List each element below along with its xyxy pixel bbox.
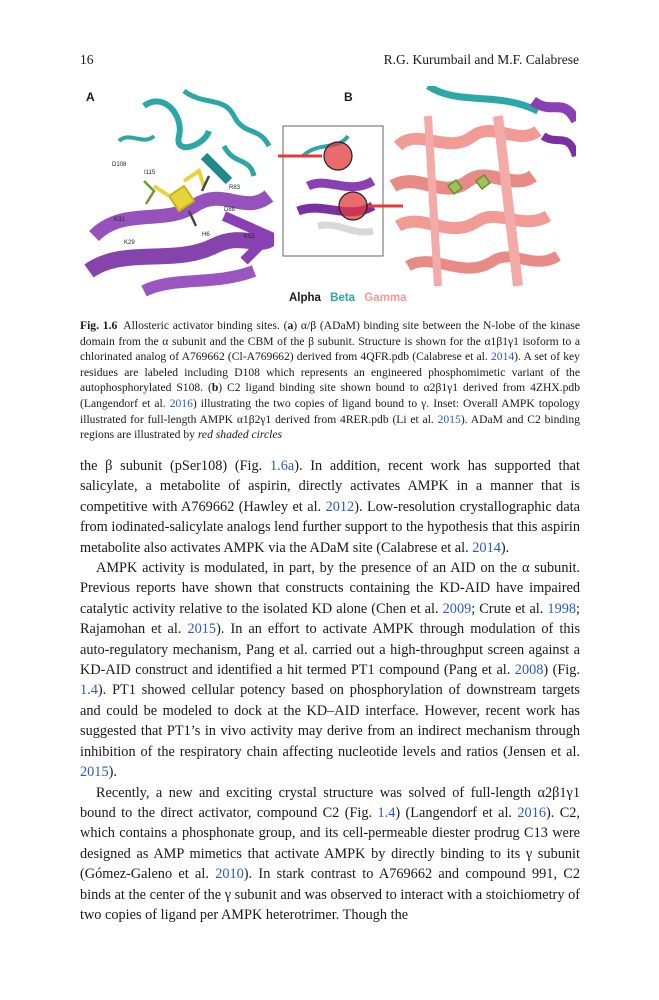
citation-link[interactable]: 2015 — [437, 412, 461, 426]
citation-link[interactable]: 2016 — [517, 804, 546, 821]
caption-text: ). A set of key residues are labeled including D108 which represents an engineered phosphomimetic variant of the autophosphorylated S108. ( — [80, 350, 580, 395]
caption-panel-a-ref: a — [287, 319, 294, 332]
figure-caption — [80, 318, 580, 443]
legend-alpha: Alpha — [289, 292, 321, 304]
panel-b-letter: B — [344, 90, 353, 104]
panel-a-letter: A — [86, 90, 95, 104]
panel-a-structure — [84, 86, 274, 301]
running-authors: R.G. Kurumbail and M.F. Calabrese — [383, 52, 579, 67]
caption-text: ) illustrating the two copies of ligand bound to γ. Inset: Overall AMPK topology illustrated for full-length AMPK α1β2γ1 derived from 4RER.pdb (Li et al. — [80, 396, 580, 426]
citation-link[interactable]: 2016 — [169, 396, 193, 410]
caption-panel-b-ref: b — [211, 381, 219, 395]
caption-text: ) C2 ligand binding site shown bound to α2β1γ1 derived from 4ZHX.pdb (Langendorf et al. — [80, 381, 580, 410]
paragraph-1: the β subunit (pSer108) (Fig. 1.6a). In addition, recent work has supported that salicylate, a metabolite of aspirin, directly activates AMPK in a manner that is competitive with A769662 (Hawley et al. 2012). Low-resolution crystallographic data from iodinated-salicylate analogs lend further support to the hypothesis that this aspirin metabolite also activates AMPK via the ADaM site (Calabrese et al. 2014). — [80, 458, 580, 556]
figure-legend — [289, 292, 412, 304]
residue-label-k51: K51 — [244, 234, 255, 240]
caption-text: ) α/β (ADaM) binding site between the N-lobe of the kinase domain from the α subunit and the CBM of the β subunit. Structure is shown for the α1β1γ1 isoform to a chlorinated analog of A769662 (Cl-A769662) derived from 4QFR.pdb (Calabrese et al. — [80, 319, 581, 364]
figure-label: Fig. 1.6 — [80, 319, 118, 332]
body-text — [80, 456, 580, 925]
residue-label-d88: D88 — [224, 207, 236, 213]
caption-italic-text: red shaded circles — [197, 428, 282, 442]
page-number: 16 — [80, 52, 94, 67]
panel-b-structure — [278, 86, 576, 301]
paragraph-2: AMPK activity is modulated, in part, by the presence of an AID on the α subunit. Previous reports have shown that constructs containing the KD-AID have impaired catalytic activity relative to the isolated KD alone (Chen et al. 2009; Crute et al. 1998; Rajamohan et al. 2015). In an effort to activate AMPK through modulation of this auto-regulatory mechanism, Pang et al. carried out a high-throughput screen against a KD-AID construct and identified a hit termed PT1 compound (Pang et al. 2008) (Fig. 1.4). PT1 showed cellular potency based on phosphorylation of downstream targets and could be modeled to dock at the KD–AID interface. However, recent work has suggested that PT1’s in vivo activity may derive from an indirect mechanism through inhibition of the respiratory chain affecting nucleotide levels and ratios (Jensen et al. 2015). — [80, 560, 581, 781]
residue-label-k31: K31 — [114, 217, 125, 223]
running-header — [80, 52, 579, 72]
citation-link[interactable]: 2009 — [442, 600, 472, 617]
figure-link[interactable]: 1.6a — [269, 458, 295, 474]
figure-link[interactable]: 1.4 — [377, 804, 396, 821]
residue-label-d108: D108 — [112, 162, 127, 168]
citation-link[interactable]: 2015 — [187, 621, 217, 638]
legend-beta: Beta — [330, 292, 356, 304]
citation-link[interactable]: 2015 — [80, 764, 109, 781]
legend-gamma: Gamma — [364, 292, 407, 304]
citation-link[interactable]: 2010 — [215, 866, 244, 883]
citation-link[interactable]: 2014 — [472, 539, 501, 556]
residue-label-r83: R83 — [229, 185, 241, 191]
figure-link[interactable]: 1.4 — [80, 682, 98, 699]
paragraph-3: Recently, a new and exciting crystal structure was solved of full-length α2β1γ1 bound to the direct activator, compound C2 (Fig. 1.4) (Langendorf et al. 2016). C2, which contains a phosphonate group, and its cell-permeable diester prodrug C13 were designed as AMP mimetics that activate AMPK by directly binding to its γ subunit (Gómez-Galeno et al. 2010). In stark contrast to A769662 and compound 991, C2 binds at the center of the γ subunit and was observed to interact with a stoichiometry of two copies of ligand per AMPK heterotrimer. Though the — [80, 784, 580, 923]
figure-1-6 — [84, 86, 576, 308]
caption-text: Allosteric activator binding sites. ( — [123, 319, 288, 332]
citation-link[interactable]: 2012 — [325, 498, 355, 515]
residue-label-k29: K29 — [124, 240, 135, 246]
residue-label-i115: I115 — [144, 170, 156, 176]
citation-link[interactable]: 1998 — [547, 600, 577, 617]
caption-text: ). ADaM and C2 binding regions are illustrated by — [80, 412, 580, 442]
citation-link[interactable]: 2014 — [490, 350, 515, 364]
citation-link[interactable]: 2008 — [514, 662, 544, 679]
residue-label-h6: H6 — [202, 232, 210, 238]
